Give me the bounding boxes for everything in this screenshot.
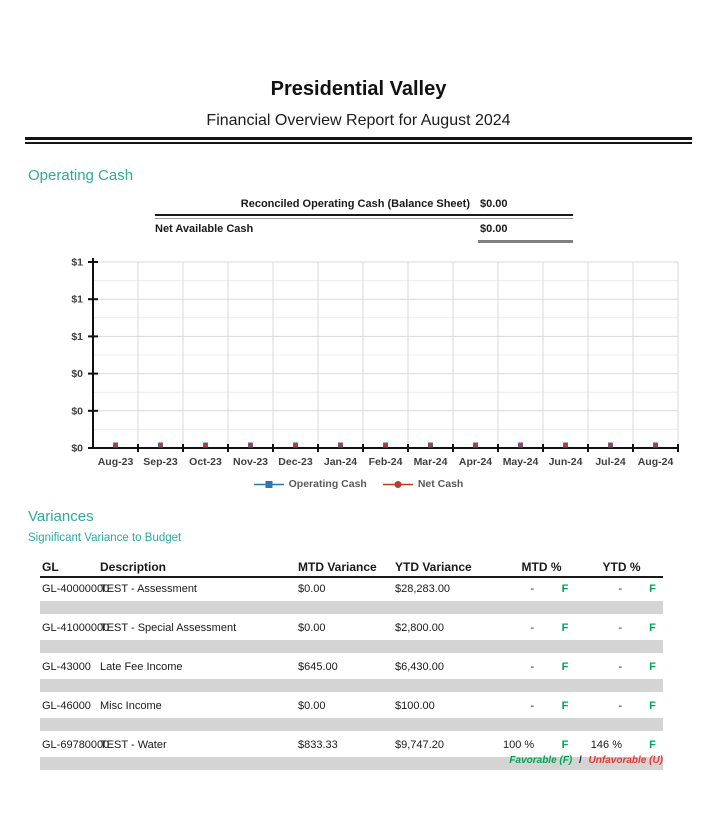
mtd-variance-value: $0.00 bbox=[298, 699, 326, 712]
legend-item-operating-cash bbox=[254, 478, 367, 490]
col-header-mtd-pct: MTD % bbox=[521, 560, 562, 574]
svg-text:Aug-23: Aug-23 bbox=[97, 456, 134, 468]
row-separator bbox=[40, 718, 663, 731]
svg-text:$0: $0 bbox=[71, 442, 83, 455]
row-separator bbox=[40, 601, 663, 614]
ytd-favorable-flag: F bbox=[649, 660, 656, 673]
svg-text:Jul-24: Jul-24 bbox=[595, 456, 626, 468]
legend-item-net-cash bbox=[383, 478, 464, 490]
reconciled-cash-value: $0.00 bbox=[480, 198, 508, 210]
chart-legend bbox=[0, 478, 717, 490]
ytd-favorable-flag: F bbox=[649, 699, 656, 712]
favorable-label: Favorable (F) bbox=[509, 755, 573, 766]
mtd-percent-value: - bbox=[530, 582, 534, 595]
table-row bbox=[40, 695, 663, 716]
gl-code: GL-40000000 bbox=[42, 582, 110, 595]
circle-marker-icon bbox=[383, 479, 413, 490]
ytd-variance-value: $100.00 bbox=[395, 699, 435, 712]
ytd-favorable-flag: F bbox=[649, 738, 656, 751]
ytd-percent-value: 146 % bbox=[590, 738, 622, 751]
row-separator bbox=[40, 679, 663, 692]
mtd-favorable-flag: F bbox=[561, 621, 569, 634]
svg-text:May-24: May-24 bbox=[502, 456, 539, 468]
legend-label: Net Cash bbox=[417, 478, 464, 490]
ytd-favorable-flag: F bbox=[649, 582, 656, 595]
mtd-favorable-flag: F bbox=[561, 699, 569, 712]
section-title-operating-cash: Operating Cash bbox=[28, 167, 134, 184]
variances-table-header bbox=[40, 556, 663, 578]
section-title-variances: Variances bbox=[28, 508, 94, 525]
gl-description: TEST - Special Assessment bbox=[100, 621, 237, 634]
table-row bbox=[40, 578, 663, 599]
gl-description: TEST - Water bbox=[100, 738, 167, 751]
variances-table-body bbox=[40, 578, 663, 770]
mtd-percent-value: 100 % bbox=[503, 738, 535, 751]
gl-description: Late Fee Income bbox=[100, 660, 183, 673]
gl-code: GL-41000000 bbox=[42, 621, 110, 634]
table-row bbox=[40, 617, 663, 638]
ytd-percent-value: - bbox=[618, 660, 622, 673]
ytd-variance-value: $9,747.20 bbox=[395, 738, 444, 751]
ytd-variance-value: $6,430.00 bbox=[395, 660, 444, 673]
title-divider bbox=[25, 137, 692, 144]
gl-code: GL-69780000 bbox=[42, 738, 110, 751]
svg-text:Apr-24: Apr-24 bbox=[458, 456, 493, 468]
mtd-variance-value: $833.33 bbox=[298, 738, 338, 751]
ytd-percent-value: - bbox=[618, 699, 622, 712]
report-title: Presidential Valley bbox=[270, 78, 447, 100]
mtd-percent-value: - bbox=[530, 699, 534, 712]
variances-subtitle: Significant Variance to Budget bbox=[28, 532, 182, 544]
net-available-cash-label: Net Available Cash bbox=[155, 223, 254, 235]
mtd-variance-value: $0.00 bbox=[298, 582, 326, 595]
report-subtitle: Financial Overview Report for August 2024 bbox=[206, 112, 511, 129]
svg-text:Sep-23: Sep-23 bbox=[143, 456, 178, 468]
col-header-gl: GL bbox=[42, 560, 59, 574]
svg-text:$0: $0 bbox=[71, 368, 83, 381]
variances-table bbox=[40, 556, 663, 773]
gl-description: TEST - Assessment bbox=[100, 582, 197, 595]
table-row bbox=[40, 734, 663, 755]
svg-text:$1: $1 bbox=[71, 293, 83, 306]
unfavorable-label: Unfavorable (U) bbox=[588, 755, 663, 766]
mtd-variance-value: $0.00 bbox=[298, 621, 326, 634]
col-header-mtd-variance: MTD Variance bbox=[298, 560, 377, 574]
svg-text:$0: $0 bbox=[71, 405, 83, 418]
svg-text:Aug-24: Aug-24 bbox=[637, 456, 674, 468]
summary-divider bbox=[155, 214, 573, 219]
col-header-ytd-pct: YTD % bbox=[602, 560, 641, 574]
mtd-percent-value: - bbox=[530, 621, 534, 634]
row-separator bbox=[40, 640, 663, 653]
svg-text:Nov-23: Nov-23 bbox=[232, 456, 269, 468]
ytd-percent-value: - bbox=[618, 582, 622, 595]
operating-cash-chart bbox=[0, 250, 700, 476]
svg-text:$1: $1 bbox=[71, 256, 83, 269]
svg-text:Oct-23: Oct-23 bbox=[189, 456, 222, 468]
svg-text:Jun-24: Jun-24 bbox=[548, 456, 583, 468]
svg-text:Mar-24: Mar-24 bbox=[413, 456, 448, 468]
ytd-variance-value: $28,283.00 bbox=[395, 582, 451, 595]
mtd-favorable-flag: F bbox=[561, 738, 569, 751]
svg-text:$1: $1 bbox=[71, 330, 83, 343]
cash-summary-table bbox=[155, 196, 573, 243]
summary-row-reconciled bbox=[155, 196, 573, 212]
reconciled-cash-label: Reconciled Operating Cash (Balance Sheet) bbox=[240, 198, 470, 210]
value-total-underline bbox=[155, 240, 573, 243]
favorable-separator: / bbox=[578, 755, 582, 766]
svg-text:Jan-24: Jan-24 bbox=[323, 456, 358, 468]
ytd-variance-value: $2,800.00 bbox=[395, 621, 444, 634]
summary-row-net-available bbox=[155, 221, 573, 237]
legend-label: Operating Cash bbox=[288, 478, 367, 490]
ytd-percent-value: - bbox=[618, 621, 622, 634]
mtd-favorable-flag: F bbox=[561, 582, 569, 595]
svg-text:Feb-24: Feb-24 bbox=[368, 456, 403, 468]
gl-code: GL-46000 bbox=[42, 699, 91, 712]
net-available-cash-value: $0.00 bbox=[480, 223, 508, 235]
table-row bbox=[40, 656, 663, 677]
col-header-description: Description bbox=[100, 560, 167, 574]
svg-text:Dec-23: Dec-23 bbox=[278, 456, 313, 468]
favorability-legend bbox=[40, 755, 663, 766]
gl-description: Misc Income bbox=[100, 699, 162, 712]
ytd-favorable-flag: F bbox=[649, 621, 656, 634]
gl-code: GL-43000 bbox=[42, 660, 91, 673]
mtd-favorable-flag: F bbox=[561, 660, 569, 673]
col-header-ytd-variance: YTD Variance bbox=[395, 560, 472, 574]
square-marker-icon bbox=[254, 479, 284, 490]
mtd-variance-value: $645.00 bbox=[298, 660, 338, 673]
mtd-percent-value: - bbox=[530, 660, 534, 673]
